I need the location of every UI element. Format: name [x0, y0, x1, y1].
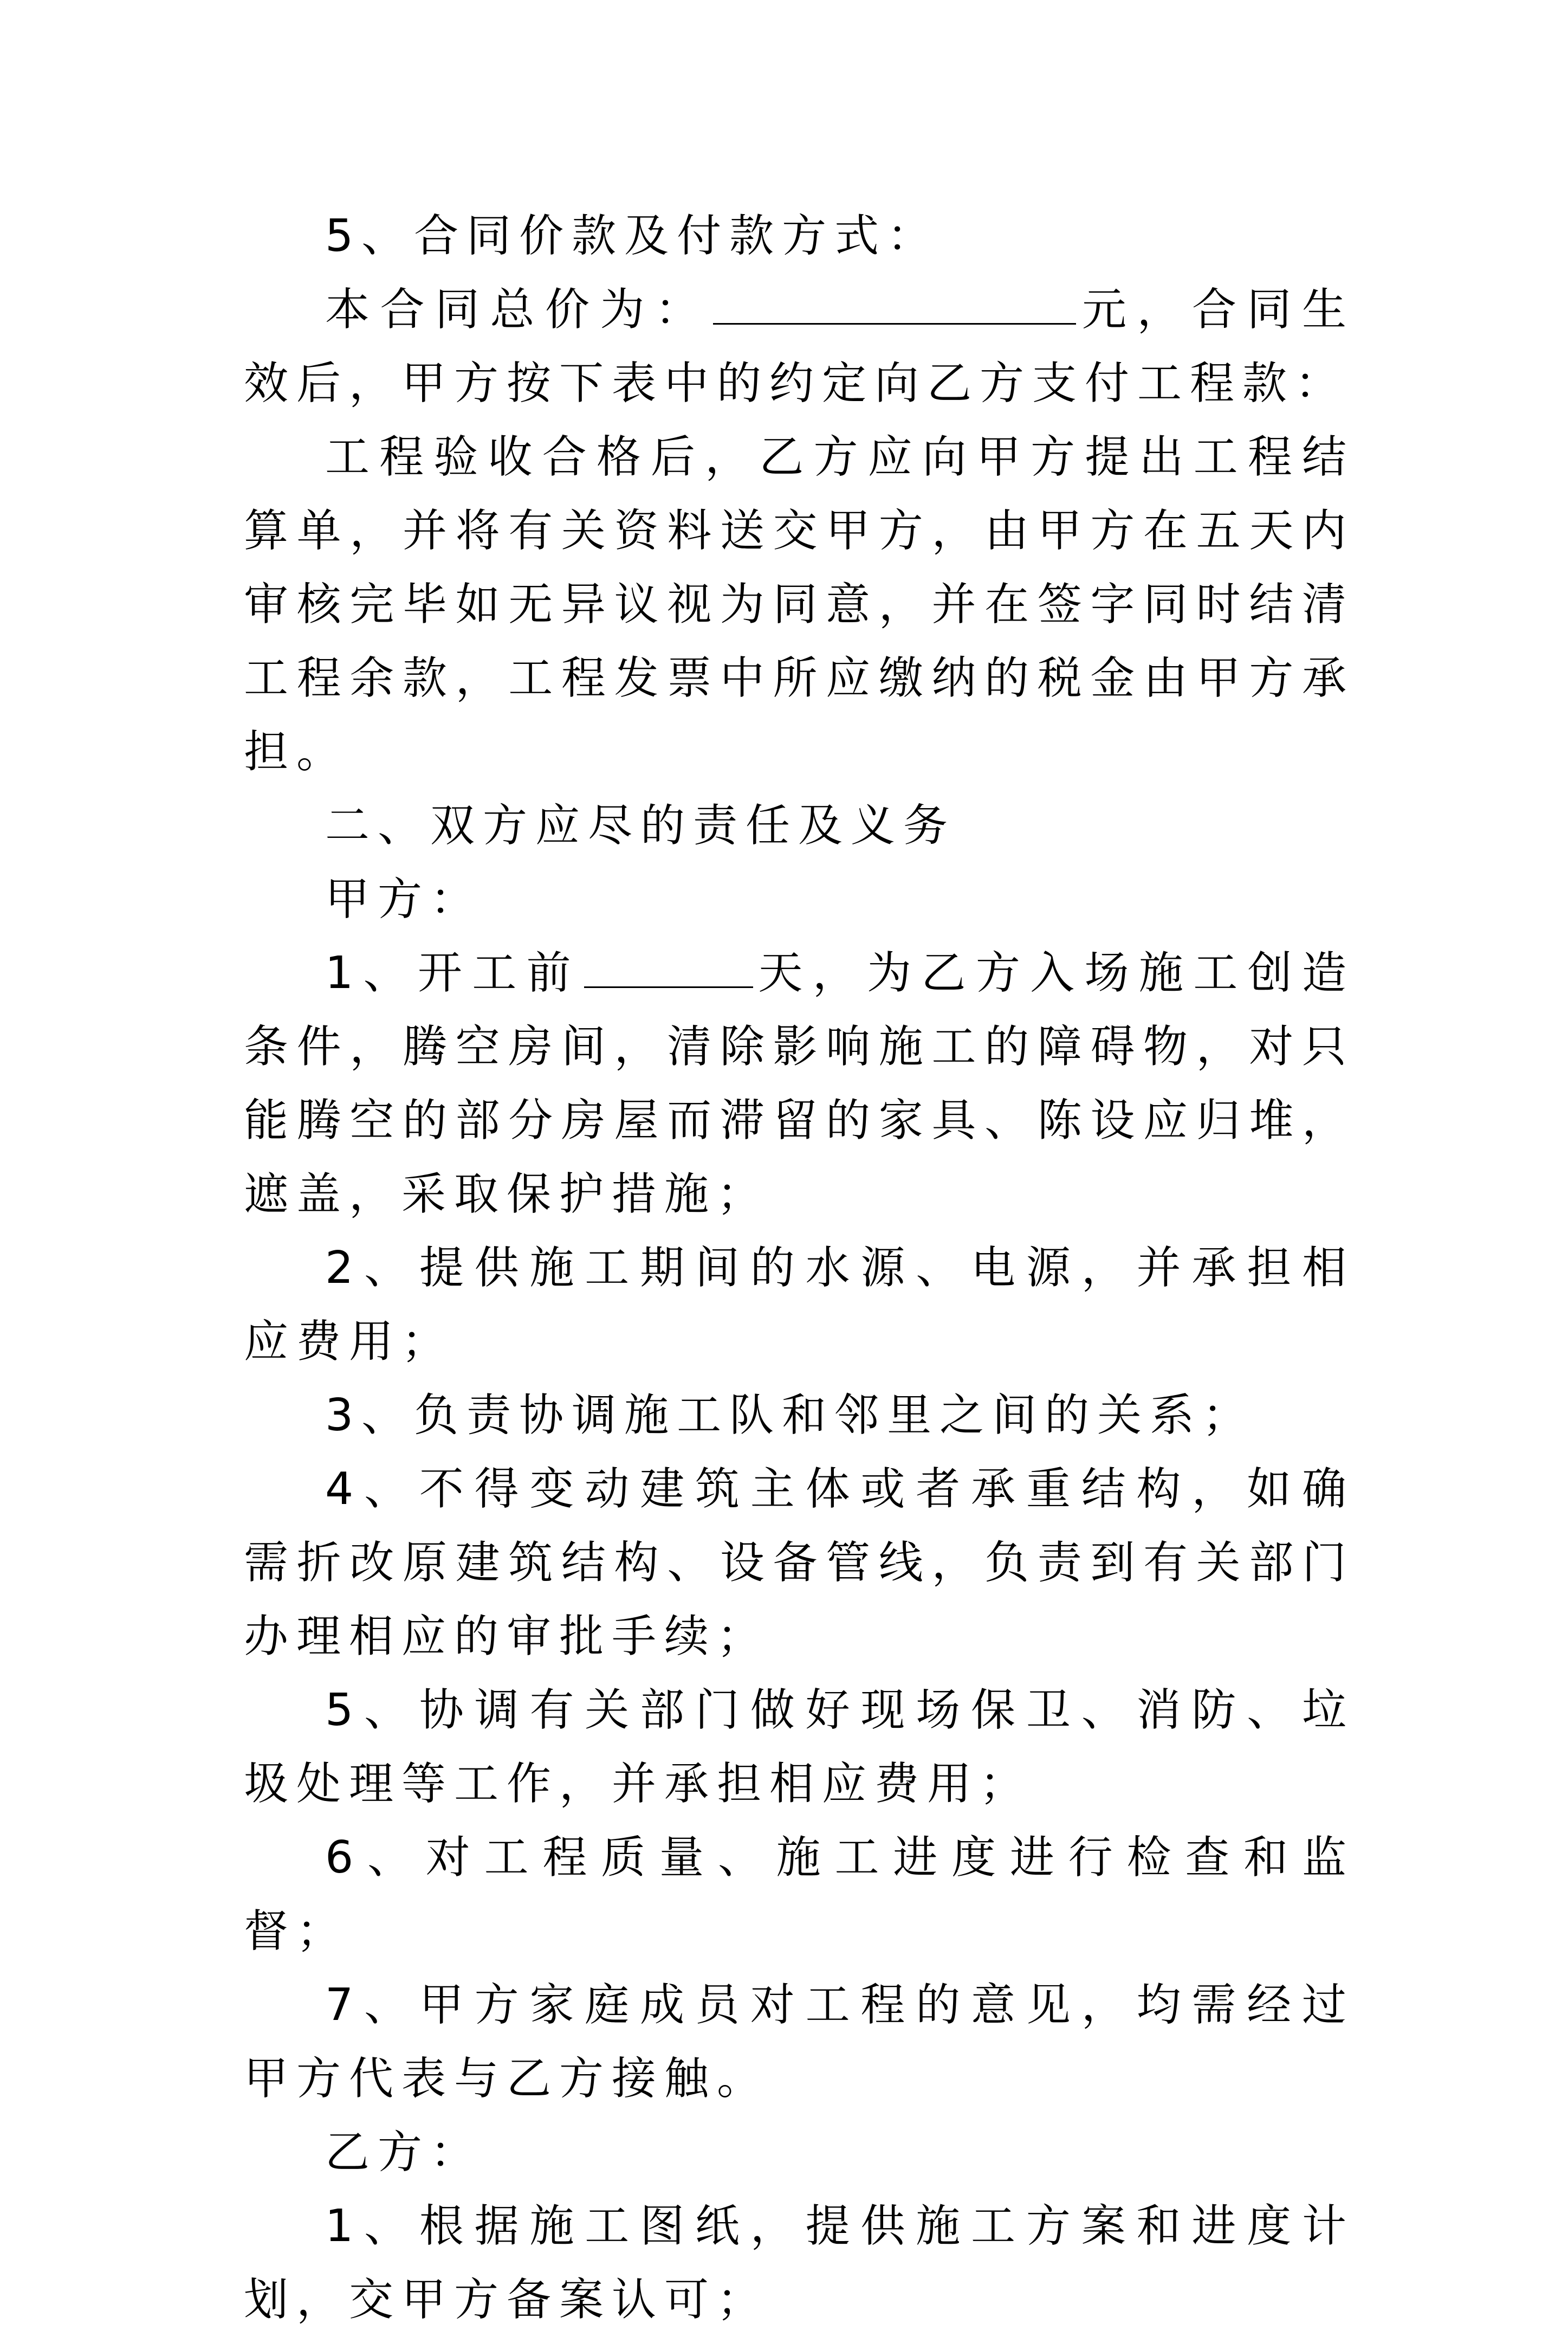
section-heading-duties: 二、双方应尽的责任及义务: [325, 800, 956, 851]
days-before-rest: 天，为乙方入场施工创造条件，腾空房间，清除影响施工的障碍物，对只能腾空的部分房屋而滞留的家具、陈设应归堆，遮盖，采取保护措施；: [244, 947, 1355, 1220]
total-price-blank: [713, 285, 1076, 325]
total-price-label: 本合同总价为：: [325, 284, 710, 335]
party-a-item-7: 7、甲方家庭成员对工程的意见，均需经过甲方代表与乙方接触。: [244, 1979, 1355, 2104]
party-a-item-2: 2、提供施工期间的水源、电源，并承担相应费用；: [244, 1242, 1355, 1367]
clause-price-payment-heading: 5、合同价款及付款方式：: [325, 210, 940, 262]
clause-total-price: [244, 273, 1355, 421]
party-a-heading: 甲方：: [325, 874, 483, 925]
days-before-label: 1、开工前: [325, 947, 581, 999]
party-a-item-5: 5、协调有关部门做好现场保卫、消防、垃圾处理等工作，并承担相应费用；: [244, 1684, 1355, 1810]
party-a-item-1: [244, 937, 1355, 1231]
party-b-heading: 乙方：: [325, 2127, 483, 2178]
party-a-item-6: 6、对工程质量、施工进度进行检查和监督；: [244, 1832, 1355, 1957]
party-a-item-4: 4、不得变动建筑主体或者承重结构，如确需折改原建筑结构、设备管线，负责到有关部门办理相应的审批手续；: [244, 1463, 1355, 1662]
days-blank: [584, 948, 753, 988]
document-body: [244, 199, 1355, 2337]
total-price-rest: 元，合同生效后，甲方按下表中的约定向乙方支付工程款：: [244, 284, 1355, 409]
clause-acceptance-settlement: 工程验收合格后，乙方应向甲方提出工程结算单，并将有关资料送交甲方，由甲方在五天内审核完毕如无异议视为同意，并在签字同时结清工程余款，工程发票中所应缴纳的税金由甲方承担。: [244, 431, 1355, 778]
party-b-item-1: 1、根据施工图纸，提供施工方案和进度计划，交甲方备案认可；: [244, 2200, 1355, 2326]
party-a-item-3: 3、负责协调施工队和邻里之间的关系；: [325, 1390, 1255, 1441]
